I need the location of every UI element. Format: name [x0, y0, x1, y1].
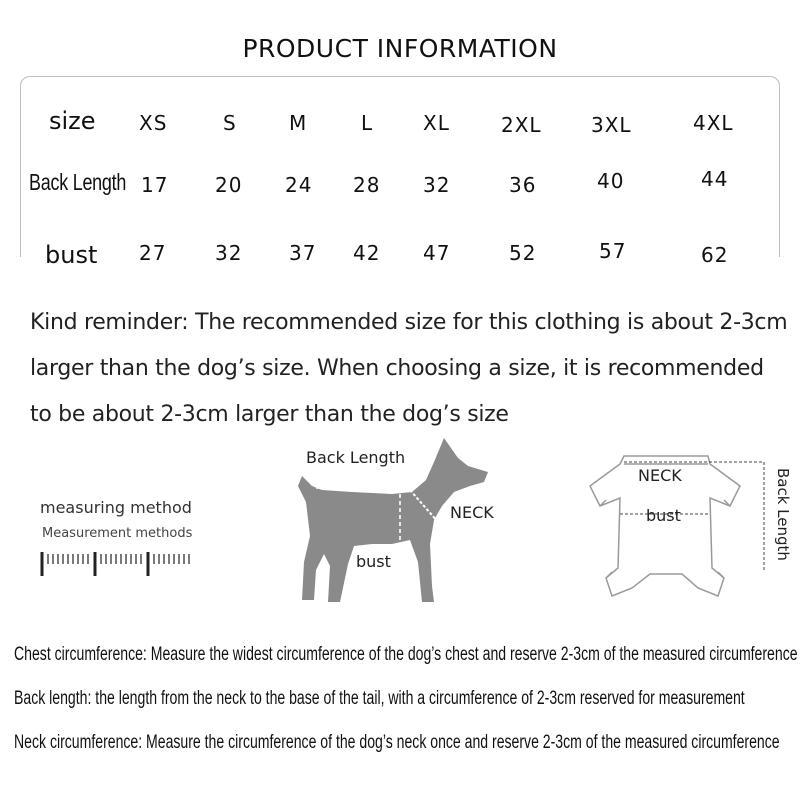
dog-neck-label: NECK: [450, 503, 494, 522]
reminder-line: Kind reminder: The recommended size for this clothing is about 2-3cm: [30, 310, 788, 335]
measuring-method-subtitle: Measurement methods: [42, 526, 193, 541]
back-length-cell: 36: [509, 173, 537, 197]
bust-cell: 42: [353, 241, 381, 265]
size-cell: S: [223, 111, 237, 135]
back-length-cell: 44: [701, 167, 729, 191]
back-length-cell: 17: [141, 173, 169, 197]
bust-cell: 27: [139, 241, 167, 265]
back-length-cell: 40: [597, 169, 625, 193]
measuring-method-title: measuring method: [40, 498, 192, 517]
size-row-label: size: [49, 107, 96, 135]
bust-cell: 47: [423, 241, 451, 265]
bust-row-label: bust: [45, 241, 98, 269]
garment-neck-label: NECK: [638, 466, 682, 485]
size-cell: 3XL: [591, 113, 632, 137]
kind-reminder: [30, 300, 788, 438]
chest-circumference-note: Chest circumference: Measure the widest circumference of the dog’s chest and reserve 2-3cm of the measured circumference: [14, 644, 798, 665]
garment-bust-label: bust: [646, 506, 681, 525]
garment-back-length-label: Back Length: [774, 468, 792, 561]
bust-cell: 57: [599, 239, 627, 263]
size-cell: M: [289, 111, 308, 135]
back-length-row-label: Back Length: [29, 169, 127, 195]
dog-back-length-label: Back Length: [306, 448, 406, 467]
bust-cell: 62: [701, 243, 729, 267]
size-cell: L: [361, 111, 374, 135]
size-table: [20, 76, 780, 269]
size-cell: XS: [139, 111, 168, 135]
ruler-icon: [40, 546, 200, 582]
bust-cell: 52: [509, 241, 537, 265]
back-length-cell: 28: [353, 173, 381, 197]
bust-cell: 37: [289, 241, 317, 265]
reminder-line: to be about 2-3cm larger than the dog’s size: [30, 402, 509, 427]
size-cell: 2XL: [501, 113, 542, 137]
back-length-cell: 32: [423, 173, 451, 197]
size-cell: XL: [423, 111, 450, 135]
size-cell: 4XL: [693, 111, 734, 135]
page-title: PRODUCT INFORMATION: [242, 34, 558, 63]
reminder-line: larger than the dog’s size. When choosing a size, it is recommended: [30, 356, 764, 381]
back-length-note: Back length: the length from the neck to the base of the tail, with a circumference of 2-3cm reserved for measurement: [14, 688, 745, 709]
bust-cell: 32: [215, 241, 243, 265]
back-length-cell: 20: [215, 173, 243, 197]
back-length-cell: 24: [285, 173, 313, 197]
neck-circumference-note: Neck circumference: Measure the circumference of the dog’s neck once and reserve 2-3cm of the measured circumference: [14, 732, 780, 753]
dog-bust-label: bust: [356, 552, 391, 571]
